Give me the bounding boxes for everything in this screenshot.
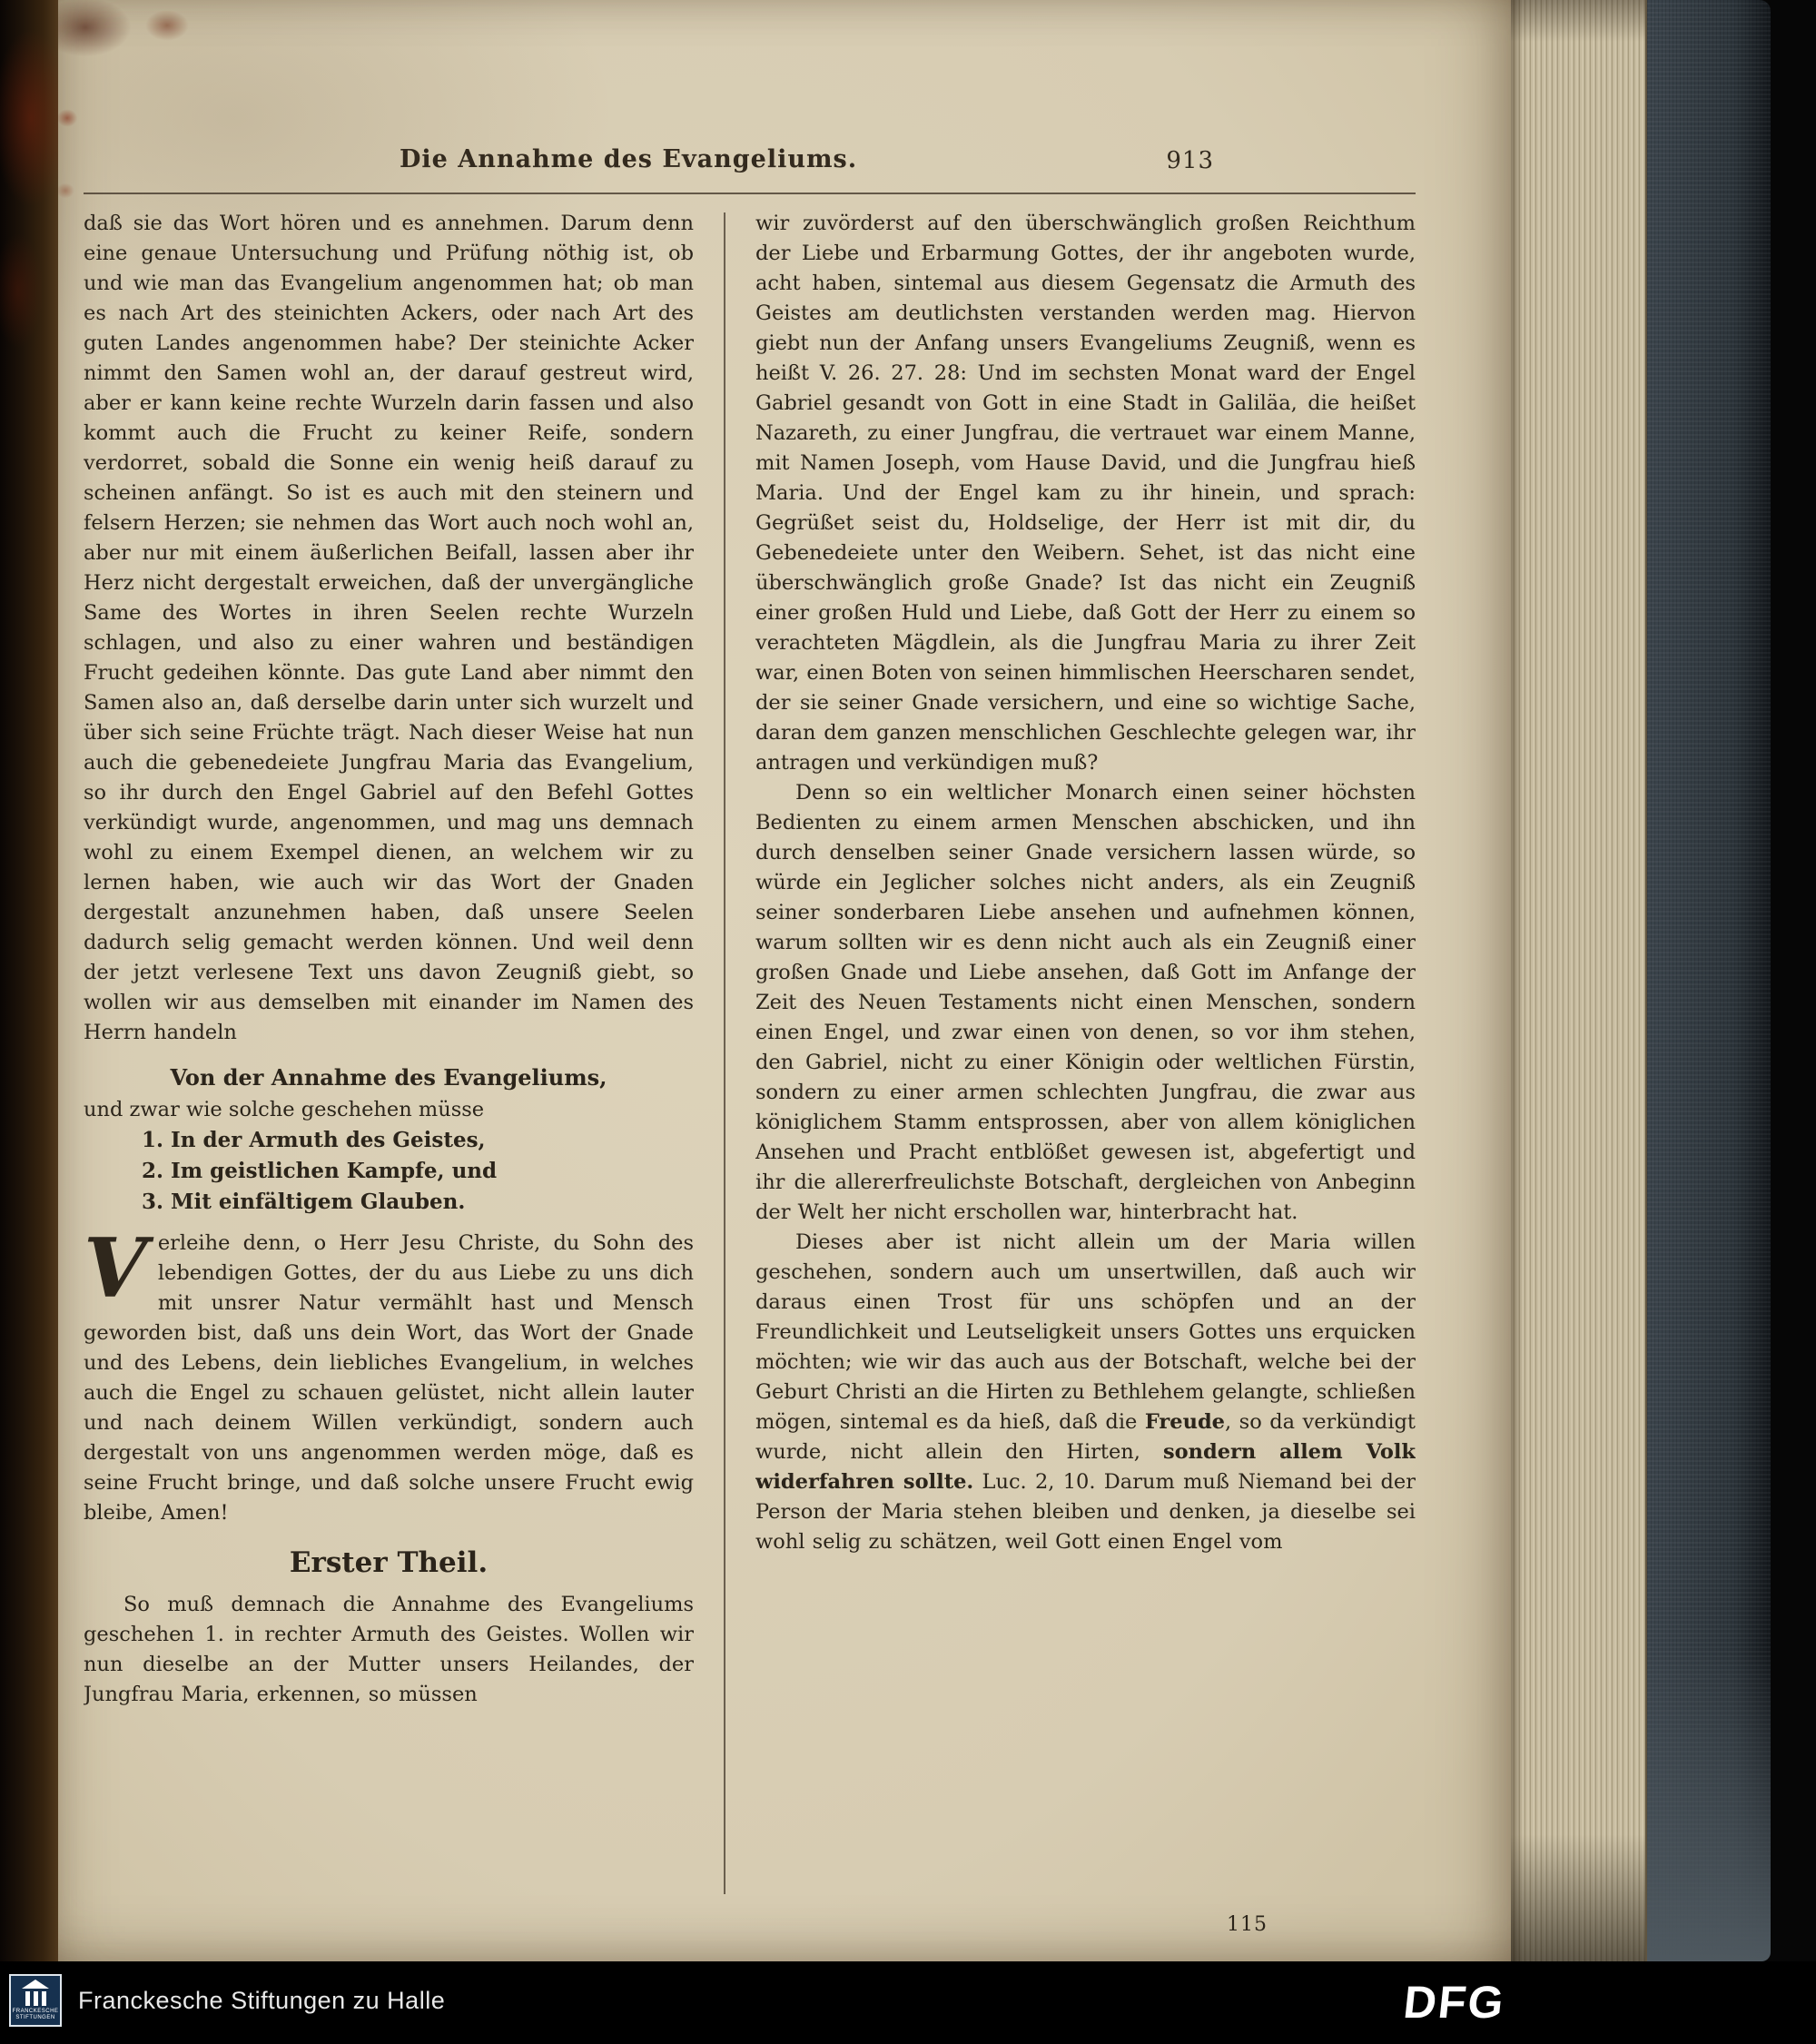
column-divider: [724, 212, 725, 1894]
prayer-text: erleihe denn, o Herr Jesu Christe, du Sohn des lebendigen Gottes, der du aus Liebe zu uns dich mit unsrer Natur vermählt hast und Mensch geworden bist, daß uns dein Wort, das Wort der Gnade und des Lebens, dein liebliches Evangelium, in welches auch die Engel zu schauen gelüstet, nicht allein lauter und nach deinem Willen verkündigt, sondern auch dergestalt von uns angenommen werden möge, daß es seine Frucht bringe, und daß solche unsere Frucht ewig bleibe, Amen!: [84, 1231, 694, 1525]
prayer-paragraph: [84, 1220, 694, 1528]
outline-item-1: 1. In der Armuth des Geistes,: [142, 1128, 486, 1152]
running-head: [84, 145, 1414, 182]
left-column: [84, 209, 694, 1930]
institution-name: Franckesche Stiftungen zu Halle: [78, 1986, 446, 2014]
book-page-edges: [1511, 0, 1647, 1961]
sermon-theme-heading: Von der Annahme des Evangeliums,: [170, 1064, 607, 1091]
emphasized-word: Freude: [1144, 1410, 1225, 1434]
paragraph-segment: Luc. 2, 10. Darum muß Niemand bei der Person der Maria stehen bleiben und denken, ja dieselbe sei wohl selig zu schätzen, weil Gott einen Engel vom: [755, 1470, 1416, 1554]
section-heading: Erster Theil.: [289, 1546, 489, 1579]
franckesche-stiftungen-logo: [9, 1974, 62, 2027]
running-header-title: Die Annahme des Evangeliums.: [400, 145, 858, 173]
sheet-signature: 115: [1227, 1913, 1268, 1936]
page-number: 913: [1166, 147, 1214, 174]
paragraph-segment: Dieses aber ist nicht allein um der Maria willen geschehen, sondern auch um unsertwillen, daß auch wir daraus einen Trost für uns schöpfen und an der Freundlichkeit und Leutseligkeit unsers Gottes uns erquicken möchten; wie wir das auch aus der Botschaft, welche bei der Geburt Christi an die Hirten zu Bethlehem gelangte, schließen mögen, sintemal es da hieß, daß die: [755, 1230, 1416, 1434]
building-columns-icon: [25, 1991, 46, 2006]
text-columns: [84, 209, 1416, 1930]
paragraph: Denn so ein weltlicher Monarch einen seiner höchsten Bedienten zu einem armen Menschen abschicken, und ihn durch denselben seiner Gnade versichern lassen würde, so würde ein Jeglicher solches nicht anders, als ein Zeugniß seiner sonderbaren Liebe ansehen und aufnehmen können, warum sollten wir es denn nicht auch als ein Zeugniß einer großen Gnade und Liebe ansehen, daß Gott im Anfange der Zeit des Neuen Testaments nicht einen Menschen, sondern einen Engel, und zwar einen von denen, so vor ihm stehen, den Gabriel, nicht zu einer Königin oder weltlichen Fürstin, sondern zu einer armen schlechten Jungfrau, die zwar aus königlichem Stamm entsprossen, aber von allem königlichen Ansehen und Pracht entblößet gewesen ist, abgefertigt und ihr die allererfreulichste Botschaft, dergleichen von Anbeginn der Welt her nicht erschollen war, hinterbracht hat.: [755, 781, 1416, 1224]
logo-caption: FRANCKESCHE STIFTUNGEN: [12, 2009, 59, 2020]
book-page: [58, 0, 1511, 1961]
scan-footer-bar: [0, 1961, 1816, 2044]
right-column: [755, 209, 1416, 1930]
paragraph: [755, 1228, 1416, 1557]
sermon-theme-subline: und zwar wie solche geschehen müsse: [84, 1098, 485, 1121]
paragraph-segment: , so da verkündigt wurde, nicht allein den Hirten,: [755, 1410, 1416, 1464]
building-roof-icon: [22, 1980, 49, 1989]
outline-item-2: 2. Im geistlichen Kampfe, und: [142, 1159, 498, 1183]
paragraph: So muß demnach die Annahme des Evangeliums geschehen 1. in rechter Armuth des Geistes. Wollen wir nun dieselbe an der Mutter unsers Heilandes, der Jungfrau Maria, erkennen, so müssen: [84, 1593, 694, 1706]
paragraph: daß sie das Wort hören und es annehmen. Darum denn eine genaue Untersuchung und Prüfung nöthig ist, ob und wie man das Evangelium angenommen hat; ob man es nach Art des steinichten Ackers, oder nach Art des guten Landes angenommen habe? Der steinichte Acker nimmt den Samen wohl an, der darauf gestreut wird, aber er kann keine rechte Wurzeln darin fassen und also kommt auch die Frucht zu keiner Reife, sondern verdorret, sobald die Sonne ein wenig heiß darauf zu scheinen anfängt. So ist es auch mit den steinern und felsern Herzen; sie nehmen das Wort auch noch wohl an, aber nur mit einem äußerlichen Beifall, lassen aber ihr Herz nicht dergestalt erweichen, daß der unvergängliche Same des Wortes in ihren Seelen rechte Wurzeln schlagen, und also zu einer wahren und beständigen Frucht gedeihen könnte. Das gute Land aber nimmt den Samen also an, daß derselbe darin unter sich wurzelt und über sich seine Früchte trägt. Nach dieser Weise hat nun auch die gebenedeiete Jungfrau Maria das Evangelium, so ihr durch den Engel Gabriel auf den Befehl Gottes verkündigt wurde, angenommen, und mag uns demnach wohl zu einem Exempel dienen, an welchem wir zu lernen haben, wie auch wir das Wort der Gnaden dergestalt anzunehmen haben, daß unsere Seelen dadurch selig gemacht werden können. Und weil denn der jetzt verlesene Text uns davon Zeugniß giebt, so wollen wir aus demselben mit einander im Namen des Herrn handeln: [84, 212, 694, 1044]
footer-institution-block: [9, 1974, 445, 2027]
emphasized-phrase: sondern allem Volk widerfahren sollte.: [755, 1440, 1416, 1494]
paragraph: wir zuvörderst auf den überschwänglich großen Reichthum der Liebe und Erbarmung Gottes, der ihr angeboten wurde, acht haben, sintemal aus diesem Gegensatz die Armuth des Geistes am deutlichsten verstanden werden mag. Hiervon giebt nun der Anfang unsers Evangeliums Zeugniß, wenn es heißt V. 26. 27. 28: Und im sechsten Monat ward der Engel Gabriel gesandt von Gott in eine Stadt in Galiläa, die heißet Nazareth, zu einer Jungfrau, die vertrauet war einem Manne, mit Namen Joseph, vom Hause David, und die Jungfrau hieß Maria. Und der Engel kam zu ihr hinein, und sprach: Gegrüßet seist du, Holdselige, der Herr ist mit dir, du Gebenedeiete unter den Weibern. Sehet, ist das nicht eine überschwänglich große Gnade? Ist das nicht ein Zeugniß einer großen Huld und Liebe, daß Gott der Herr zu einem so verachteten Mägdlein, als die Jungfrau Maria zu ihrer Zeit war, einen Boten von seinen himmlischen Heerscharen sendet, der sie seiner Gnade versichern, und eine so wichtige Sache, daran dem ganzen menschlichen Geschlechte gelegen war, ihr antragen und verkündigen muß?: [755, 212, 1416, 775]
header-rule: [84, 193, 1416, 194]
outline-item-3: 3. Mit einfältigem Glauben.: [142, 1190, 466, 1214]
book-cover: [1647, 0, 1771, 1961]
dfg-logo: DFG: [1401, 1977, 1508, 2028]
ornamental-initial: V: [84, 1220, 147, 1317]
book-gutter-shadow: [0, 0, 58, 1961]
